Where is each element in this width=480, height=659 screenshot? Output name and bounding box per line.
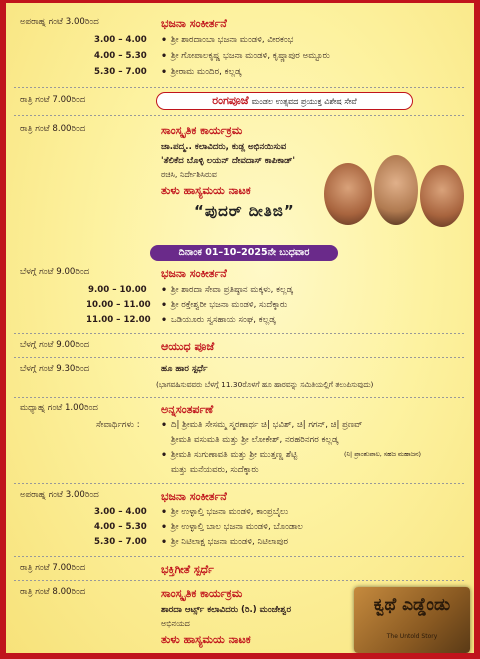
bullet: • <box>161 522 168 533</box>
bullet: • <box>161 300 168 311</box>
time-label: ರಾತ್ರಿ ಗಂಟೆ 8.00ರಿಂದ <box>20 587 86 597</box>
divider <box>14 556 466 557</box>
bullet: • <box>161 315 168 326</box>
sponsor-text: ಶ್ರೀಮತಿ ಸುಗುಣಾವತಿ ಮತ್ತು ಶ್ರೀ ಮುತ್ತಣ್ಣ ಶೆಟ್ಟಿ <box>171 450 298 460</box>
slot-text: ಶ್ರೀ ಉಳ್ಳಾಲ್ತಿ ಭಜನಾ ಮಂಡಳಿ, ಕಾಂಪ್ರಬೈಲು <box>171 507 289 517</box>
detail-text: 'ತೆಲಿಕೆದ ಬೊಳ್ಳಿ ಲಯನ್ ದೇವದಾಸ್ ಕಾಪಿಕಾಡ್' <box>161 156 296 166</box>
slot-time: 3.00 – 4.00 <box>94 507 147 517</box>
time-label: ಬೆಳಗ್ಗೆ ಗಂಟೆ 9.30ರಿಂದ <box>20 364 90 374</box>
slot-text: ಶ್ರೀ ಶಾರದಾಂಬಾ ಭಜನಾ ಮಂಡಳಿ, ವೀರಕಂಭ <box>171 35 294 45</box>
detail-text: ತುಳು ಹಾಸ್ಯಮಯ ನಾಟಕ <box>161 633 251 646</box>
detail-text: ಅಭಿನಯದ <box>161 619 190 628</box>
detail-text: ಜಾ.ಪದ್ಮ.. ಕಲಾವಿದರು, ಕುಡ್ಲ ಅಭಿನಯಿಸುವ <box>161 142 287 152</box>
bullet: • <box>161 507 168 518</box>
poster-subtitle: The Untold Story <box>386 633 438 640</box>
detail-text: ಶಾರದಾ ಆರ್ಟ್ಸ್ ಕಲಾವಿದರು (ರಿ.) ಮಂಜೇಶ್ವರ <box>161 605 292 615</box>
drama-title: “ಪುದರ್ ದೀತಿಜಿ” <box>194 202 295 220</box>
divider <box>14 580 466 581</box>
slot-time: 3.00 – 4.00 <box>94 35 147 45</box>
event-title: ಸಾಂಸ್ಕೃತಿಕ ಕಾರ್ಯಕ್ರಮ <box>161 124 243 137</box>
slot-time: 9.00 – 10.00 <box>88 285 147 295</box>
slot-time: 4.00 – 5.30 <box>94 51 147 61</box>
poster-title: ಕ್ವಥೆ ಎಡ್ಡೆಂಡು <box>373 595 451 615</box>
date-banner: ದಿನಾಂಕ 01–10–2025ನೇ ಬುಧವಾರ <box>150 245 338 261</box>
slot-text: ಶ್ರೀರಾಮ ಮಂದಿರ, ಕಲ್ಲಡ್ಕ <box>171 67 242 77</box>
slot-text: ಶ್ರೀ ನಿಟಿಲಾಕ್ಷ ಭಜನಾ ಮಂಡಳಿ, ನಿಟಿಲಾಪುರ <box>171 537 288 547</box>
event-title: ಆಯುಧ ಪೂಜೆ <box>161 340 215 353</box>
slot-time: 5.30 – 7.00 <box>94 537 147 547</box>
time-label: ರಾತ್ರಿ ಗಂಟೆ 7.00ರಿಂದ <box>20 95 86 105</box>
sponsor-text: ದಿ| ಶ್ರೀಮತಿ ಸೇಸಮ್ಮ ಸ್ಮರಣಾರ್ಥ ಚಿ| ಭವಿಶ್, ಚಿ| ಗಗನ್, ಚಿ| ಪ್ರಣವ್ <box>171 420 363 430</box>
divider <box>14 87 466 88</box>
event-title: ಭಕ್ತಿಗೀತೆ ಸ್ಪರ್ಧೆ <box>161 563 214 576</box>
actor-photo <box>374 155 418 225</box>
slot-time: 10.00 – 11.00 <box>86 300 151 310</box>
divider <box>14 115 466 116</box>
slot-text: ಶ್ರೀ ಶಾರದಾ ಸೇವಾ ಪ್ರತಿಷ್ಠಾನ ಮಕ್ಕಳು, ಕಲ್ಲಡ್ಕ <box>171 285 293 295</box>
detail-text: ರಚಿಸಿ, ನಿರ್ದೇಶಿಸಿರುವ <box>161 170 217 179</box>
sponsor-text: ಶ್ರೀಮತಿ ವಸುಮತಿ ಮತ್ತು ಶ್ರೀ ಲೋಕೇಶ್, ನರಹರಿನಗರ ಕಲ್ಲಡ್ಕ <box>171 435 339 445</box>
bullet: • <box>161 450 168 461</box>
actor-photo <box>324 163 372 225</box>
event-desc: ಮಂಡಲ ಉತ್ಸವದ ಪ್ರಯುಕ್ತ ವಿಶೇಷ ಸೇವೆ <box>251 97 357 106</box>
bullet: • <box>161 285 168 296</box>
slot-text: ಶ್ರೀ ಗೋಪಾಲಕೃಷ್ಣ ಭಜನಾ ಮಂಡಳಿ, ಕೃಷ್ಣಾಪುರ ಅಮ್ಟೂರು <box>171 51 330 61</box>
event-title: ಹೂ ಹಾರ ಸ್ಪರ್ಧೆ <box>161 364 208 374</box>
time-label: ಮಧ್ಯಾಹ್ನ ಗಂಟೆ 1.00ರಿಂದ <box>20 403 98 413</box>
divider <box>14 357 466 358</box>
divider <box>14 483 466 484</box>
actor-photo <box>420 165 464 227</box>
time-label: ಬೆಳಗ್ಗೆ ಗಂಟೆ 9.00ರಿಂದ <box>20 340 90 350</box>
slot-text: ಶ್ರೀ ರಕ್ತೇಶ್ವರೀ ಭಜನಾ ಮಂಡಳಿ, ಸುದೆಕ್ಕಾರು <box>171 300 288 310</box>
time-label: ಅಪರಾಹ್ನ ಗಂಟೆ 3.00ರಿಂದ <box>20 17 99 27</box>
event-title: ಅನ್ನಸಂತರ್ಪಣೆ <box>161 403 214 416</box>
drama-poster-book <box>354 587 470 653</box>
slot-time: 5.30 – 7.00 <box>94 67 147 77</box>
sponsor-note: (ನಿ| ಪ್ರಾಂಶುಪಾಲ, ಸಹಜ ಮಹಾಜನ) <box>344 450 422 458</box>
divider <box>14 397 466 398</box>
divider <box>14 333 466 334</box>
time-label: ಬೆಳಗ್ಗೆ ಗಂಟೆ 9.00ರಿಂದ <box>20 267 90 277</box>
time-label: ರಾತ್ರಿ ಗಂಟೆ 7.00ರಿಂದ <box>20 563 86 573</box>
event-title: ಭಜನಾ ಸಂಕೀರ್ತನೆ <box>161 490 227 503</box>
bullet: • <box>161 537 168 548</box>
time-label: ಅಪರಾಹ್ನ ಗಂಟೆ 3.00ರಿಂದ <box>20 490 99 500</box>
event-title: ಸಾಂಸ್ಕೃತಿಕ ಕಾರ್ಯಕ್ರಮ <box>161 587 243 600</box>
slot-text: ಒಡಿಯೂರು ಸ್ವಸಹಾಯ ಸಂಘ, ಕಲ್ಲಡ್ಕ <box>171 315 276 325</box>
sponsor-label: ಸೇವಾರ್ಥಿಗಳು : <box>96 420 140 430</box>
slot-text: ಶ್ರೀ ಉಳ್ಳಾಲ್ತಿ ಬಾಲ ಭಜನಾ ಮಂಡಳಿ, ಬೊಂಡಾಲ <box>171 522 304 532</box>
bullet: • <box>161 51 168 62</box>
bullet: • <box>161 35 168 46</box>
detail-text: ತುಳು ಹಾಸ್ಯಮಯ ನಾಟಕ <box>161 184 251 197</box>
bullet: • <box>161 67 168 78</box>
event-title: ಭಜನಾ ಸಂಕೀರ್ತನೆ <box>161 17 227 30</box>
bullet: • <box>161 420 168 431</box>
event-note: (ಭಾಗವಹಿಸುವವರು ಬೆಳಗ್ಗೆ 11.30ರೊಳಗೆ ಹೂ ಹಾರವನ್ನು ಸಮಿತಿಯಲ್ಲಿಗೆ ತಲುಪಿಸುವುದು) <box>156 380 374 389</box>
event-title: ಭಜನಾ ಸಂಕೀರ್ತನೆ <box>161 267 227 280</box>
slot-time: 4.00 – 5.30 <box>94 522 147 532</box>
time-label: ರಾತ್ರಿ ಗಂಟೆ 8.00ರಿಂದ <box>20 124 86 134</box>
sponsor-text: ಮತ್ತು ಮನೆಯವರು, ಸುದೆಕ್ಕಾರು <box>171 465 259 475</box>
slot-time: 11.00 – 12.00 <box>86 315 151 325</box>
rangapooje-banner <box>156 92 413 110</box>
event-title: ರಂಗಪೂಜೆ <box>212 94 249 107</box>
